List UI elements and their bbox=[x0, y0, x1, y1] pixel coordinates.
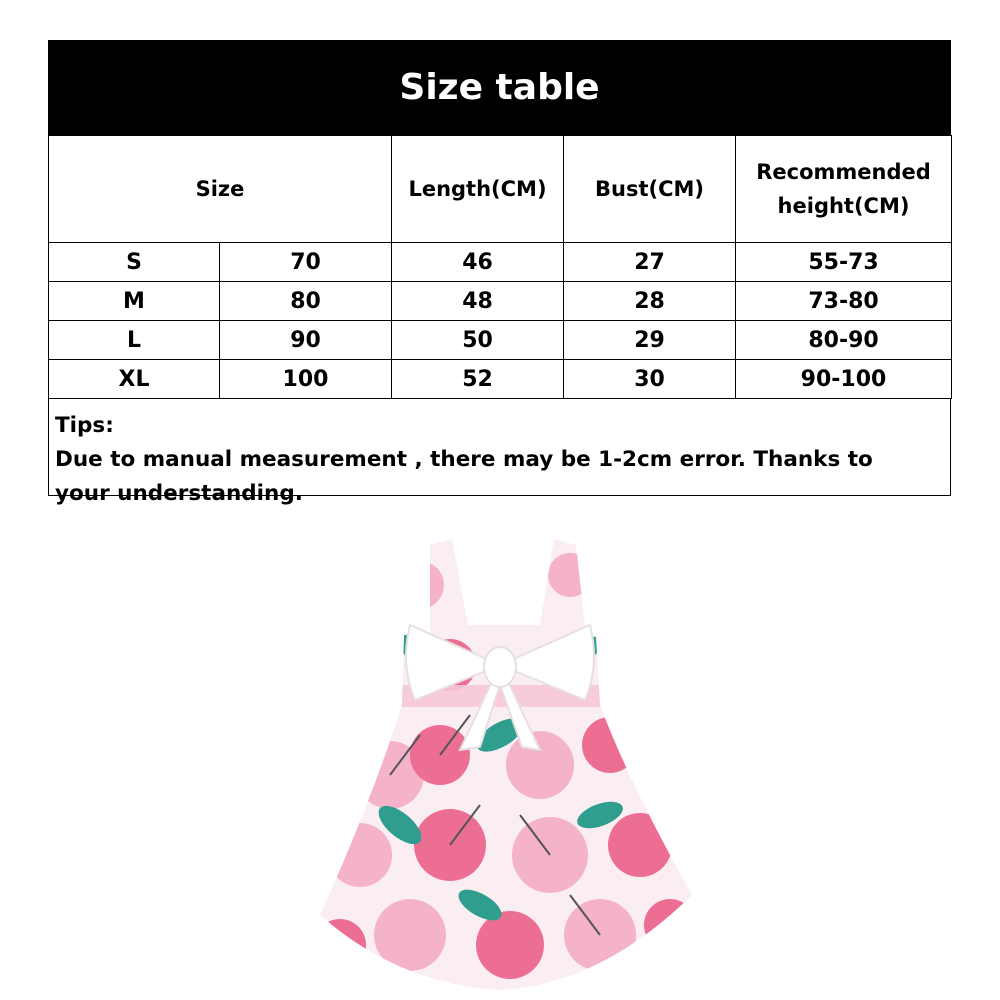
header-length: Length(CM) bbox=[392, 136, 564, 243]
header-height-line2: height(CM) bbox=[777, 194, 910, 218]
cell-length: 52 bbox=[392, 360, 564, 399]
table-row bbox=[49, 243, 952, 282]
cell-bust: 30 bbox=[564, 360, 736, 399]
dress-illustration bbox=[300, 525, 700, 995]
header-height-line1: Recommended bbox=[756, 160, 931, 184]
product-image bbox=[300, 525, 700, 995]
cell-height: 73-80 bbox=[736, 282, 952, 321]
cell-bust: 27 bbox=[564, 243, 736, 282]
tips-line-1: Due to manual measurement , there may be 1-2cm error. Thanks to bbox=[55, 447, 873, 472]
size-table bbox=[48, 135, 952, 399]
tips-box bbox=[48, 399, 951, 506]
header-height bbox=[736, 136, 952, 243]
cell-length: 50 bbox=[392, 321, 564, 360]
cell-bust: 28 bbox=[564, 282, 736, 321]
header-size: Size bbox=[49, 136, 392, 243]
table-row bbox=[49, 282, 952, 321]
cell-code: 80 bbox=[220, 282, 392, 321]
cell-size: S bbox=[49, 243, 220, 282]
cell-height: 80-90 bbox=[736, 321, 952, 360]
cell-size: XL bbox=[49, 360, 220, 399]
header-bust: Bust(CM) bbox=[564, 136, 736, 243]
cell-size: M bbox=[49, 282, 220, 321]
tips-line-2: your understanding. bbox=[55, 481, 303, 506]
cell-code: 70 bbox=[220, 243, 392, 282]
cell-height: 90-100 bbox=[736, 360, 952, 399]
table-title: Size table bbox=[48, 40, 951, 135]
tips-heading: Tips: bbox=[55, 413, 114, 438]
cell-bust: 29 bbox=[564, 321, 736, 360]
table-row bbox=[49, 321, 952, 360]
cell-size: L bbox=[49, 321, 220, 360]
cell-length: 46 bbox=[392, 243, 564, 282]
size-chart bbox=[48, 40, 951, 506]
cell-code: 90 bbox=[220, 321, 392, 360]
table-header-row bbox=[49, 136, 952, 243]
cell-height: 55-73 bbox=[736, 243, 952, 282]
table-row bbox=[49, 360, 952, 399]
cell-length: 48 bbox=[392, 282, 564, 321]
cell-code: 100 bbox=[220, 360, 392, 399]
